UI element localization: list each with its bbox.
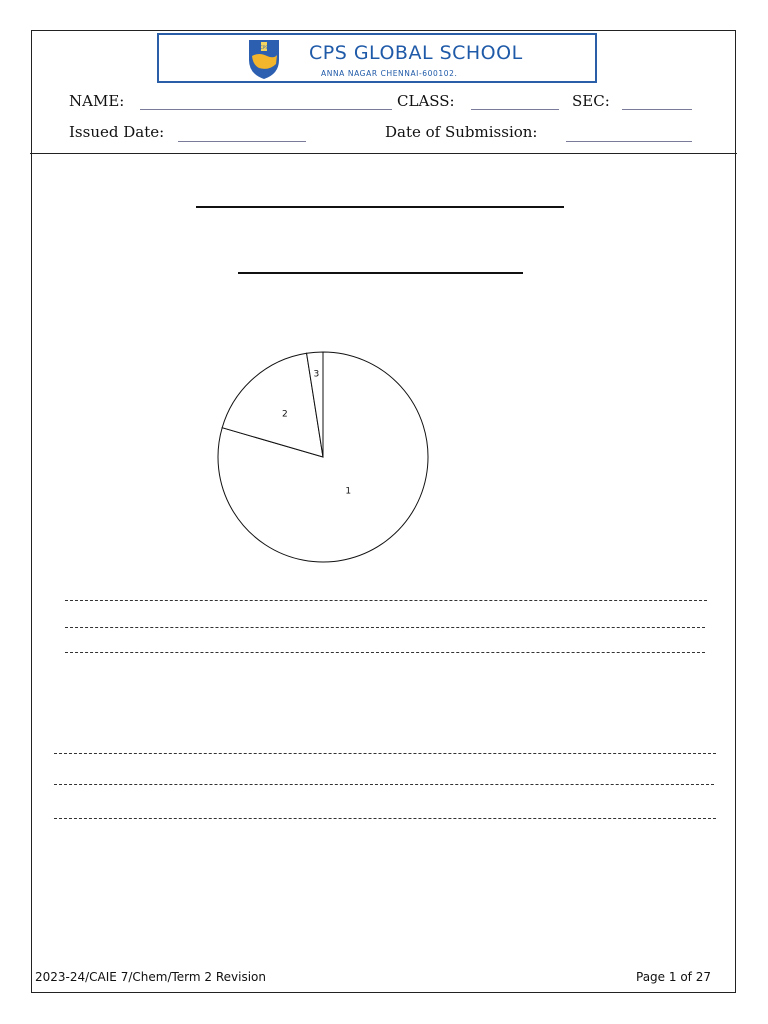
school-address: ANNA NAGAR CHENNAI-600102. — [321, 69, 458, 78]
title-line — [196, 206, 564, 208]
class-field[interactable] — [471, 109, 559, 110]
submission-date-label: Date of Submission: — [385, 123, 538, 141]
footer-document-code: 2023-24/CAIE 7/Chem/Term 2 Revision — [35, 970, 266, 984]
answer-line[interactable] — [54, 818, 716, 819]
class-label: CLASS: — [397, 92, 455, 110]
answer-line[interactable] — [65, 652, 705, 653]
submission-date-field[interactable] — [566, 141, 692, 142]
pie-slice-label-2: 2 — [281, 409, 288, 420]
school-header-banner — [157, 33, 597, 83]
school-name: CPS GLOBAL SCHOOL — [309, 42, 523, 64]
name-label: NAME: — [69, 92, 125, 110]
svg-text:CPS: CPS — [260, 45, 268, 50]
sec-label: SEC: — [572, 92, 610, 110]
name-field[interactable] — [140, 109, 392, 110]
pie-chart — [200, 340, 440, 570]
subtitle-line — [238, 272, 523, 274]
answer-line[interactable] — [65, 600, 707, 601]
sec-field[interactable] — [622, 109, 692, 110]
issued-date-label: Issued Date: — [69, 123, 165, 141]
pie-slice-label-1: 1 — [345, 486, 352, 497]
answer-line[interactable] — [54, 753, 716, 754]
pie-slice-label-3: 3 — [313, 369, 320, 380]
school-crest-icon — [247, 38, 281, 80]
answer-line[interactable] — [54, 784, 714, 785]
answer-line[interactable] — [65, 627, 705, 628]
header-divider — [30, 153, 737, 154]
footer-page-number: Page 1 of 27 — [636, 970, 711, 984]
issued-date-field[interactable] — [178, 141, 306, 142]
